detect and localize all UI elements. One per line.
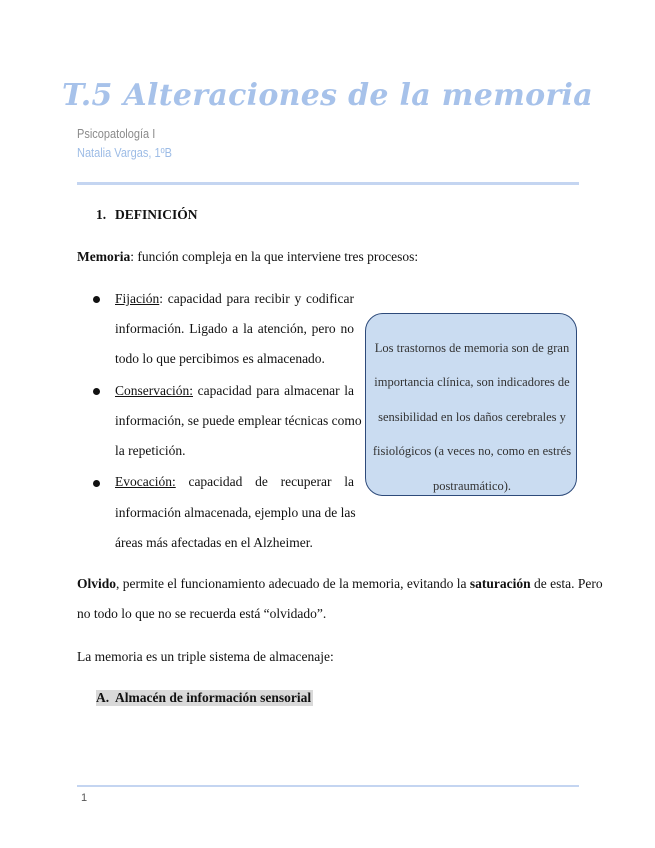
document-title: T.5 Alteraciones de la memoria: [62, 78, 593, 113]
olvido-line-1: Olvido, permite el funcionamiento adecuado de la memoria, evitando la saturación de esta. Pero: [77, 576, 603, 591]
olvido-term: Olvido: [77, 576, 117, 591]
section-title: DEFINICIÓN: [115, 207, 198, 222]
triple-system-text: La memoria es un triple sistema de almacenaje:: [77, 649, 334, 664]
bullet-dot: [93, 388, 100, 395]
page-number: 1: [81, 792, 88, 804]
bullet-evocacion-line-1: Evocación: capacidad de recuperar la: [115, 474, 354, 489]
bullet-dot: [93, 296, 100, 303]
bullet-dot: [93, 480, 100, 487]
bullet-fijacion-line-2: información. Ligado a la atención, pero no: [115, 321, 354, 336]
olvido-line-2: no todo lo que no se recuerda está “olvidado”.: [77, 606, 327, 621]
callout-line: sensibilidad en los daños cerebrales y: [378, 410, 566, 424]
bullet-term: Evocación:: [115, 474, 176, 489]
subsection-title: Almacén de información sensorial: [115, 690, 312, 705]
callout-line: Los trastornos de memoria son de gran: [374, 341, 570, 355]
bullet-evocacion-line-2: información almacenada, ejemplo una de las: [115, 505, 356, 520]
bullet-evocacion-line-3: áreas más afectadas en el Alzheimer.: [115, 535, 313, 550]
bullet-conservacion-line-2: información, se puede emplear técnicas como: [115, 413, 362, 428]
footer-divider: [77, 785, 579, 787]
section-heading: [96, 207, 198, 223]
bullet-term: Conservación:: [115, 383, 193, 398]
bullet-term: Fijación: [115, 291, 160, 306]
callout-box: [365, 313, 577, 496]
bullet-conservacion-line-1: Conservación: capacidad para almacenar la: [115, 383, 354, 398]
course-name: Psicopatología I: [77, 127, 156, 141]
bullet-conservacion-line-3: la repetición.: [115, 443, 186, 458]
memoria-definition: [77, 249, 418, 265]
saturacion-term: saturación: [469, 576, 531, 591]
memoria-text: : función compleja en la que interviene tres procesos:: [130, 249, 419, 264]
subsection-heading: [96, 690, 313, 706]
callout-line: fisiológicos (a veces no, como en estrés: [372, 444, 572, 458]
memoria-term: Memoria: [77, 249, 131, 264]
header-divider: [77, 182, 579, 185]
subsection-letter: A.: [96, 690, 110, 705]
section-number: 1.: [96, 207, 107, 222]
callout-line: postraumático).: [432, 479, 512, 493]
bullet-fijacion-line-1: Fijación: capacidad para recibir y codificar: [115, 291, 354, 306]
callout-line: importancia clínica, son indicadores de: [374, 375, 570, 389]
author-name: Natalia Vargas, 1ºB: [77, 146, 172, 160]
bullet-fijacion-line-3: todo lo que percibimos es almacenado.: [115, 351, 325, 366]
